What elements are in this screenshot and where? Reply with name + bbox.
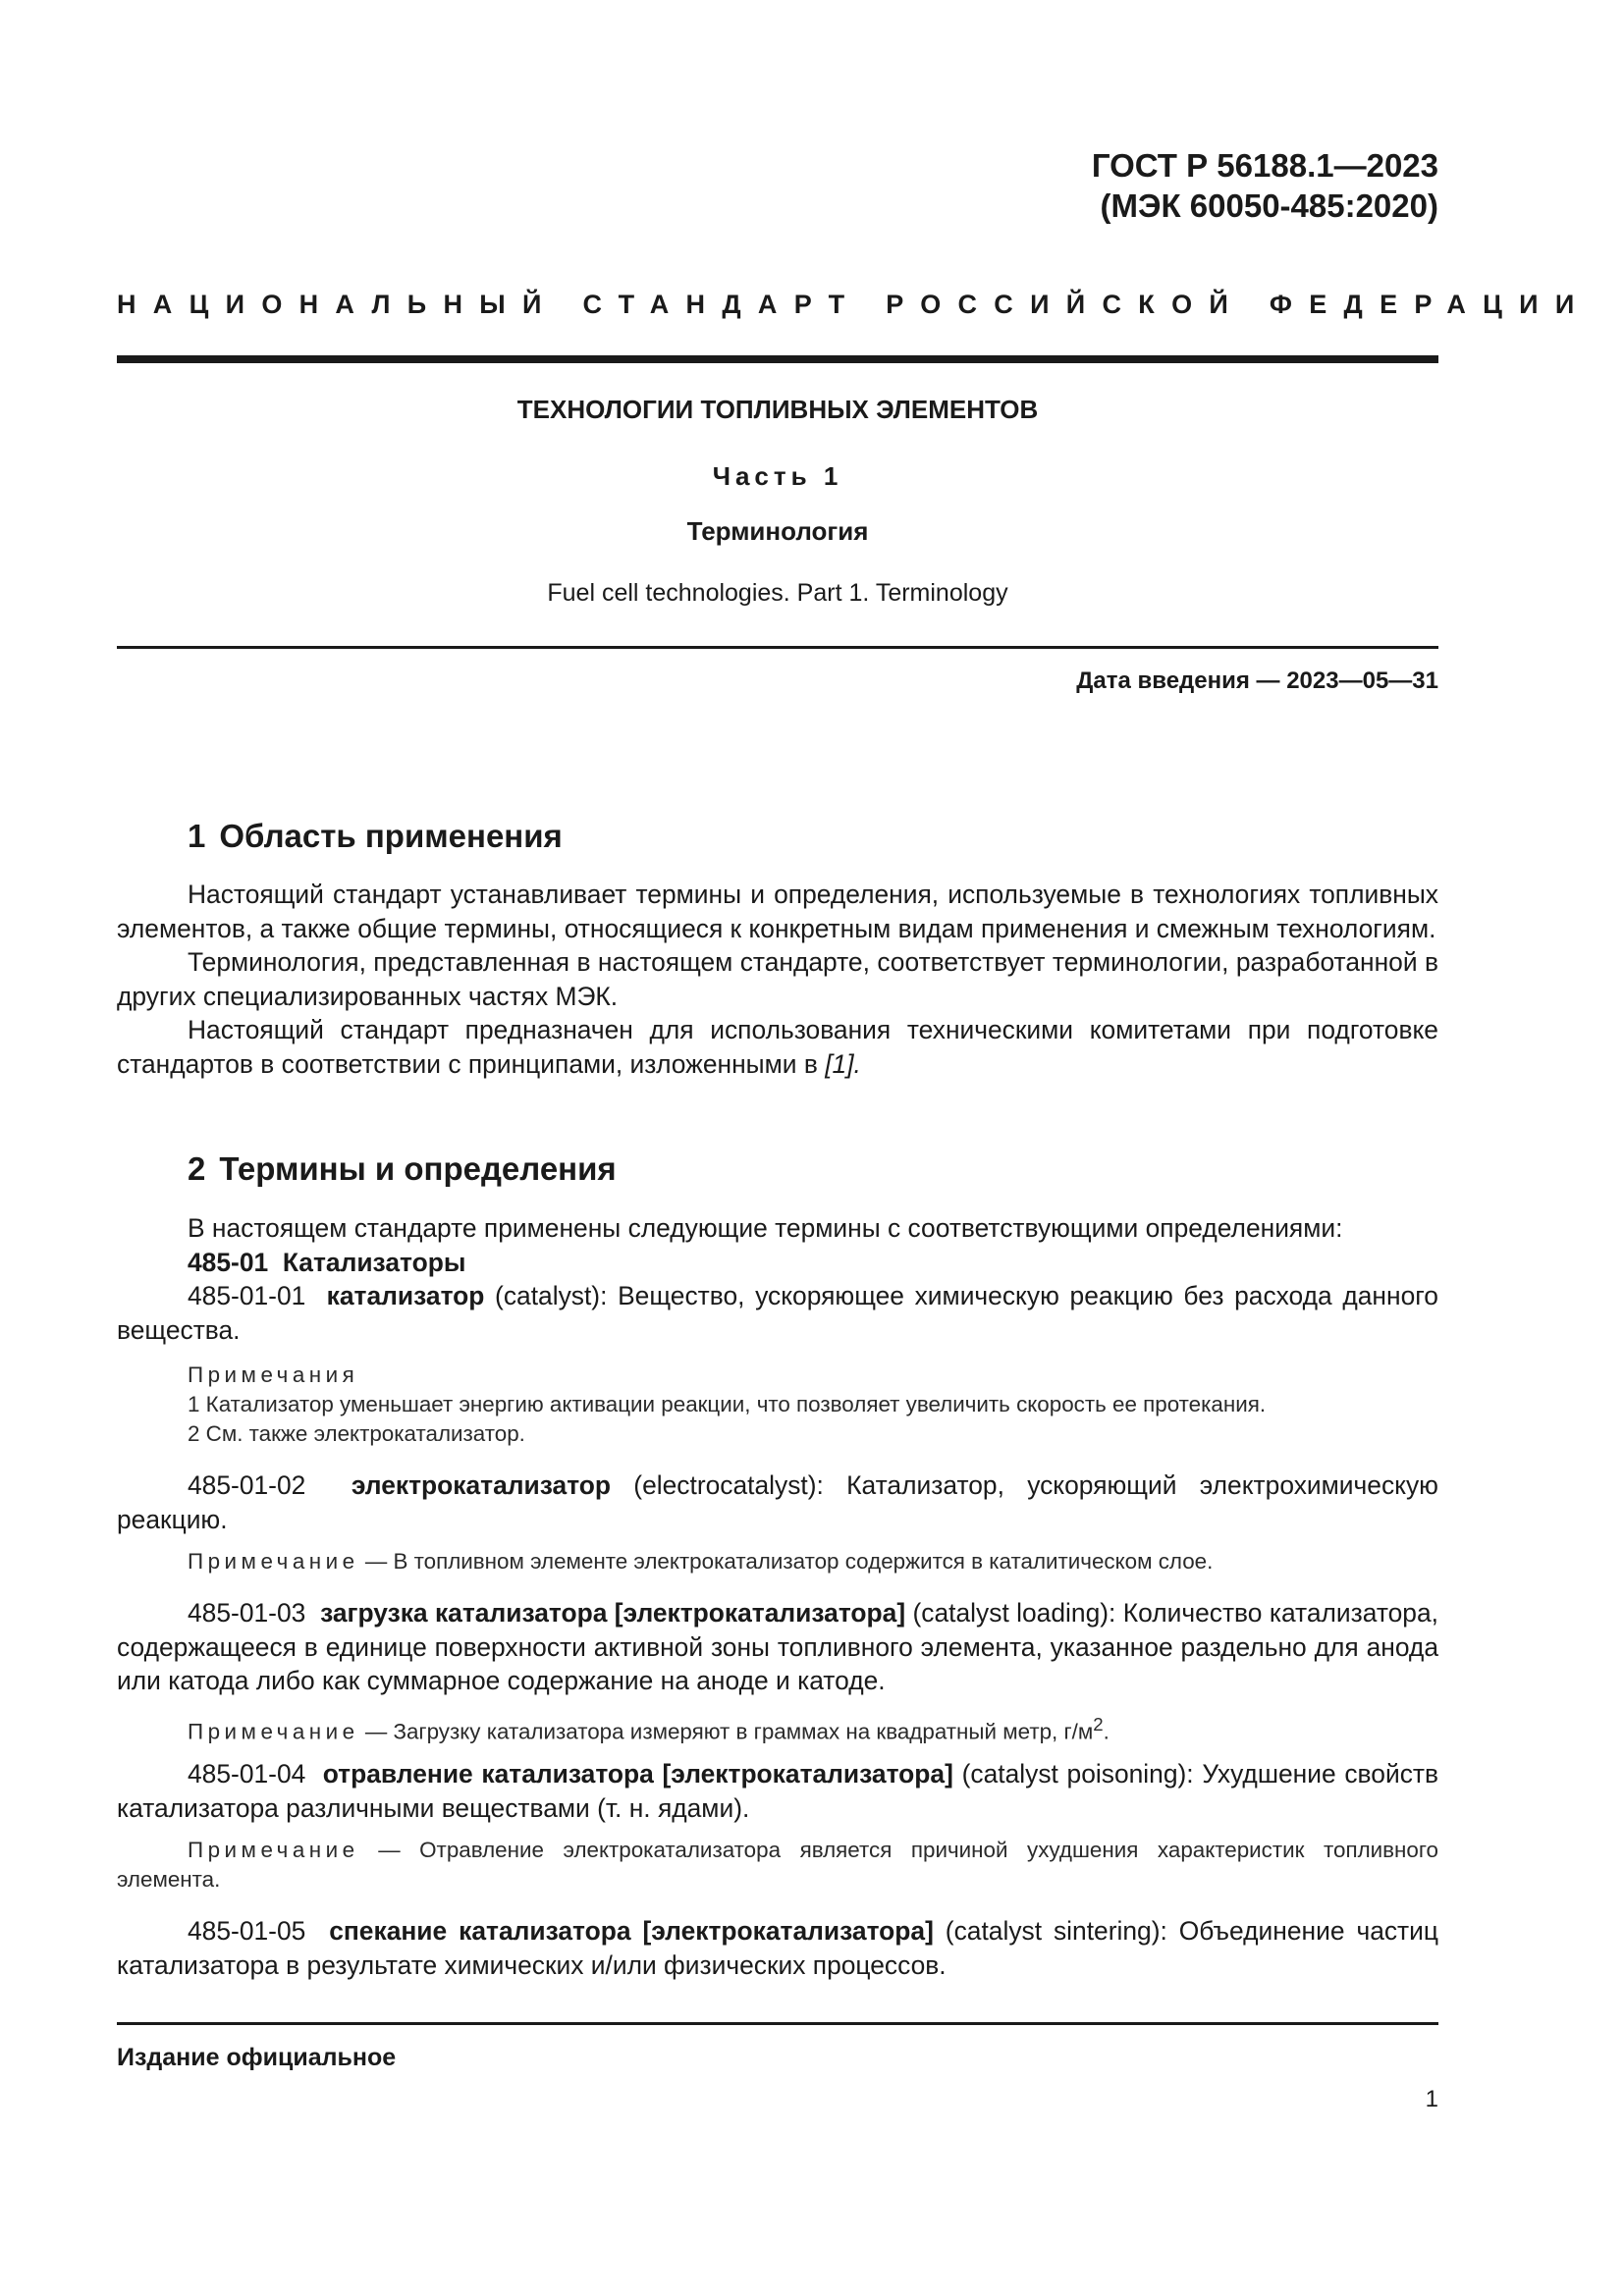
term-entry-05: 485-01-05 спекание катализатора [электрокатализатора] (catalyst sintering): Объединение частиц катализатора в результате химических и/или физических процессов. (117, 1916, 1439, 1980)
term-entry-02: 485-01-02 электрокатализатор (electrocatalyst): Катализатор, ускоряющий электрохимическую реакцию. (117, 1470, 1438, 1534)
section-1-number: 1 (188, 818, 206, 854)
standard-title: ТЕХНОЛОГИИ ТОПЛИВНЫХ ЭЛЕМЕНТОВ (516, 395, 1039, 424)
paragraph: Настоящий стандарт предназначен для использования техническими комитетами при подготовке стандартов в соответствии с принципами, изложенными в [1]. (117, 1015, 1438, 1079)
notes-title: Примечания (188, 1362, 359, 1387)
page-number: 1 (1425, 2086, 1438, 2112)
introduction-date: Дата введения — 2023—05—31 (1076, 667, 1438, 694)
paragraph: В настоящем стандарте применены следующие термины с соответствующими определениями: (188, 1213, 1343, 1243)
note-label: Примечание (188, 1549, 359, 1574)
section-2-intro (117, 1211, 1438, 1347)
note-label: Примечание (188, 1719, 359, 1744)
footer-rule (117, 2022, 1438, 2025)
paragraph: Настоящий стандарт устанавливает термины и определения, используемые в технологиях топливных элементов, а также общие термины, относящиеся к конкретным видам применения и смежным технологиям. (117, 880, 1438, 943)
iec-number: (МЭК 60050-485:2020) (1100, 187, 1438, 224)
section-1-body (117, 878, 1438, 1081)
paragraph: Терминология, представленная в настоящем стандарте, соответствует терминологии, разработанной в других специализированных частях МЭК. (117, 947, 1438, 1011)
term-entry-04: 485-01-04 отравление катализатора [электрокатализатора] (catalyst poisoning): Ухудшение свойств катализатора различными веществами (т. н. ядами). (117, 1759, 1438, 1823)
section-2-number: 2 (188, 1150, 206, 1187)
section-1-heading (188, 818, 563, 855)
standard-subtitle: Терминология (686, 516, 869, 546)
note-item: 2 См. также электрокатализатор. (188, 1421, 525, 1446)
gost-number: ГОСТ Р 56188.1—2023 (1091, 147, 1438, 184)
official-edition-label: Издание официальное (117, 2044, 397, 2071)
document-number-block (1092, 145, 1438, 226)
term-entry-03: 485-01-03 загрузка катализатора [электрокатализатора] (catalyst loading): Количество катализатора, содержащееся в единице поверхности активной зоны топливного элемента, указанное раздельно для анода или катода либо как суммарное содержание на аноде и катоде. (117, 1598, 1438, 1695)
reference-link: [1]. (825, 1048, 861, 1079)
national-standard-title: НАЦИОНАЛЬНЫЙ СТАНДАРТ РОССИЙСКОЙ ФЕДЕРАЦИИ (117, 290, 1592, 319)
header-rule (117, 355, 1438, 363)
note-label: Примечание (188, 1838, 359, 1862)
term-entry: 485-01-01 катализатор (catalyst): Вещество, ускоряющее химическую реакцию без расхода данного вещества. (117, 1281, 1438, 1345)
title-rule (117, 646, 1438, 649)
note-item: 1 Катализатор уменьшает энергию активации реакции, что позволяет увеличить скорость ее протекания. (188, 1392, 1267, 1416)
note-3: Примечание — Загрузку катализатора измеряют в граммах на квадратный метр, $г/м^2$. (188, 1714, 1110, 1744)
term-group-heading: 485-01 Катализаторы (188, 1247, 466, 1277)
english-title: Fuel cell technologies. Part 1. Terminology (547, 579, 1008, 607)
note-4: Примечание — Отравление электрокатализатора является причиной ухудшения характеристик топливного элемента. (117, 1838, 1438, 1892)
part-label: Часть 1 (712, 461, 843, 491)
section-2-heading (188, 1150, 617, 1188)
section-1-title: Область применения (219, 818, 563, 854)
note-2: Примечание — В топливном элементе электрокатализатор содержится в каталитическом слое. (188, 1549, 1214, 1574)
notes-block-1 (117, 1361, 1438, 1449)
section-2-title: Термины и определения (219, 1150, 617, 1187)
